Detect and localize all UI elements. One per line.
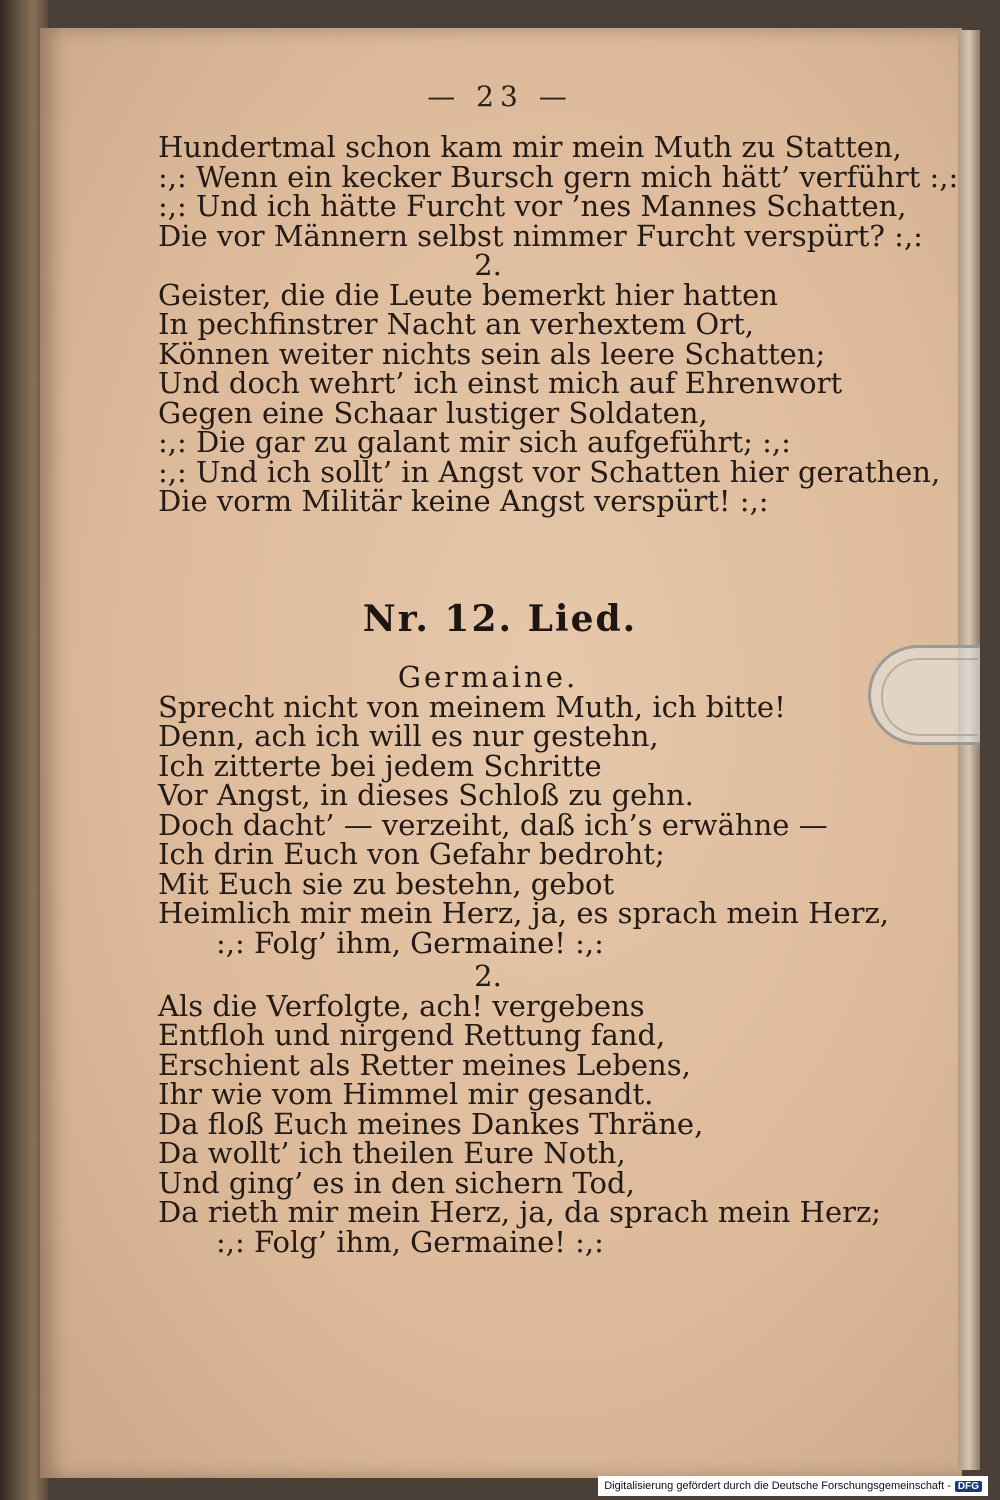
verse-line: :,: Wenn ein kecker Bursch gern mich hätt’ verführt :,: [158, 159, 959, 194]
refrain-line: :,: Folg’ ihm, Germaine! :,: [216, 925, 604, 960]
character-name: Germaine. [397, 660, 579, 694]
refrain-line: :,: Folg’ ihm, Germaine! :,: [216, 1224, 604, 1259]
verse-line: Gegen eine Schaar lustiger Soldaten, [158, 395, 708, 430]
verse-line: Und ging’ es in den sichern Tod, [158, 1165, 635, 1200]
verse-line: Hundertmal schon kam mir mein Muth zu Statten, [158, 130, 902, 164]
verse-line: Ihr wie vom Himmel mir gesandt. [158, 1077, 654, 1111]
footer-text: Digitalisierung gefördert durch die Deutsche Forschungsgemeinschaft - [604, 1480, 951, 1492]
verse-line: Entfloh und nirgend Rettung fand, [158, 1018, 666, 1052]
page-text [158, 130, 959, 518]
verse-line: Die vor Männern selbst nimmer Furcht verspürt? :,: [158, 218, 923, 253]
song-text [158, 660, 889, 1259]
verse-line: Sprecht nicht von meinem Muth, ich bitte! [158, 689, 786, 724]
verse-line: Können weiter nichts sein als leere Schatten; [158, 336, 826, 371]
paper-clip [868, 645, 980, 745]
verse-line: Ich zitterte bei jedem Schritte [158, 748, 602, 783]
verse-line: Und doch wehrt’ ich einst mich auf Ehrenwort [158, 366, 843, 400]
verse-line: Da floß Euch meines Dankes Thräne, [158, 1106, 704, 1141]
verse-line: Ich drin Euch von Gefahr bedroht; [158, 837, 665, 871]
verse-line: Erschient als Retter meines Lebens, [158, 1047, 691, 1082]
verse-line: :,: Und ich sollt’ in Angst vor Schatten hier gerathen, [158, 454, 941, 489]
verse-line: Heimlich mir mein Herz, ja, es sprach mein Herz, [158, 896, 889, 930]
stanza-number: 2. [474, 959, 502, 993]
verse-line: Da wollt’ ich theilen Eure Noth, [158, 1136, 626, 1170]
stanza-number: 2. [474, 248, 502, 282]
song-heading: Nr. 12. Lied. [362, 598, 638, 640]
verse-line: :,: Die gar zu galant mir sich aufgeführt; :,: [158, 425, 791, 459]
verse-line: In pechfinstrer Nacht an verhextem Ort, [158, 307, 754, 341]
verse-line: Die vorm Militär keine Angst verspürt! :,: [158, 484, 769, 518]
verse-line: Als die Verfolgte, ach! vergebens [158, 988, 645, 1023]
verse-line: Denn, ach ich will es nur gestehn, [158, 719, 659, 753]
page-number: — 23 — [427, 80, 573, 113]
digitization-footer [598, 1476, 988, 1496]
verse-line: Geister, die die Leute bemerkt hier hatten [158, 277, 778, 312]
verse-line: Da rieth mir mein Herz, ja, da sprach mein Herz; [158, 1195, 882, 1229]
verse-line: Mit Euch sie zu bestehn, gebot [158, 866, 615, 901]
verse-line: Vor Angst, in dieses Schloß zu gehn. [158, 778, 694, 812]
dfg-logo-icon: DFG [955, 1481, 982, 1492]
page-edges [958, 30, 980, 1470]
verse-line: Doch dacht’ — verzeiht, daß ich’s erwähne — [158, 807, 828, 842]
verse-line: :,: Und ich hätte Furcht vor ’nes Mannes Schatten, [158, 189, 907, 223]
